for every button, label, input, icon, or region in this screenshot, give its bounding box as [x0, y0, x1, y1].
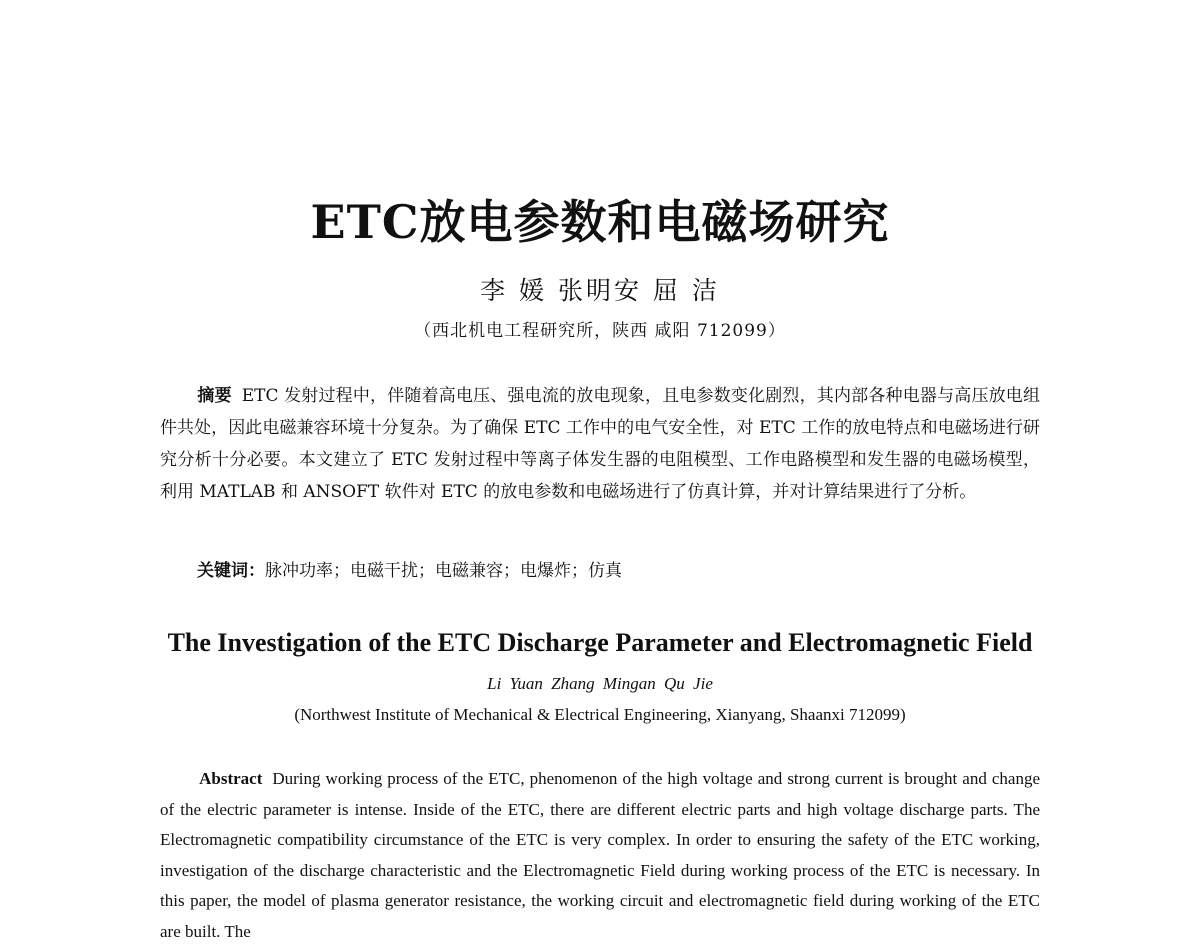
chinese-abstract-label: 摘要 [197, 386, 232, 406]
chinese-title: ETC放电参数和电磁场研究 [310, 195, 890, 249]
chinese-abstract [160, 380, 1040, 508]
chinese-keywords-text: 脉冲功率；电磁干扰；电磁兼容；电爆炸；仿真 [265, 561, 622, 581]
english-abstract [160, 764, 1040, 947]
chinese-keywords-label: 关键词： [197, 561, 265, 581]
chinese-affiliation: （西北机电工程研究所，陕西 咸阳 712099） [414, 321, 786, 341]
english-title: The Investigation of the ETC Discharge Parameter and Electromagnetic Field [167, 628, 1033, 657]
english-authors: Li Yuan Zhang Mingan Qu Jie [487, 674, 713, 693]
chinese-keywords [197, 556, 1040, 581]
english-affiliation: (Northwest Institute of Mechanical & Electrical Engineering, Xianyang, Shaanxi 712099) [294, 705, 906, 724]
chinese-abstract-text: ETC 发射过程中，伴随着高电压、强电流的放电现象，且电参数变化剧烈，其内部各种电器与高压放电组件共处，因此电磁兼容环境十分复杂。为了确保 ETC 工作中的电气安全性，对 ETC 工作的放电特点和电磁场进行研究分析十分必要。本文建立了 ETC 发射过程中等离子体发生器的电阻模型、工作电路模型和发生器的电磁场模型，利用 MATLAB 和 ANSOFT 软件对 ETC 的放电参数和电磁场进行了仿真计算，并对计算结果进行了分析。 [160, 386, 1040, 502]
english-abstract-label: Abstract [199, 769, 263, 788]
english-abstract-text: During working process of the ETC, phenomenon of the high voltage and strong current is brought and change of the electric parameter is intense. Inside of the ETC, there are different electric parts and high voltage discharge parts. The Electromagnetic compatibility circumstance of the ETC is very complex. In order to ensuring the safety of the ETC working, investigation of the discharge characteristic and the Electromagnetic Field during working process of the ETC is necessary. In this paper, the model of plasma generator resistance, the working circuit and electromagnetic field during working of the ETC are built. The [160, 769, 1040, 941]
chinese-authors: 李 媛 张明安 屈 洁 [480, 276, 720, 305]
